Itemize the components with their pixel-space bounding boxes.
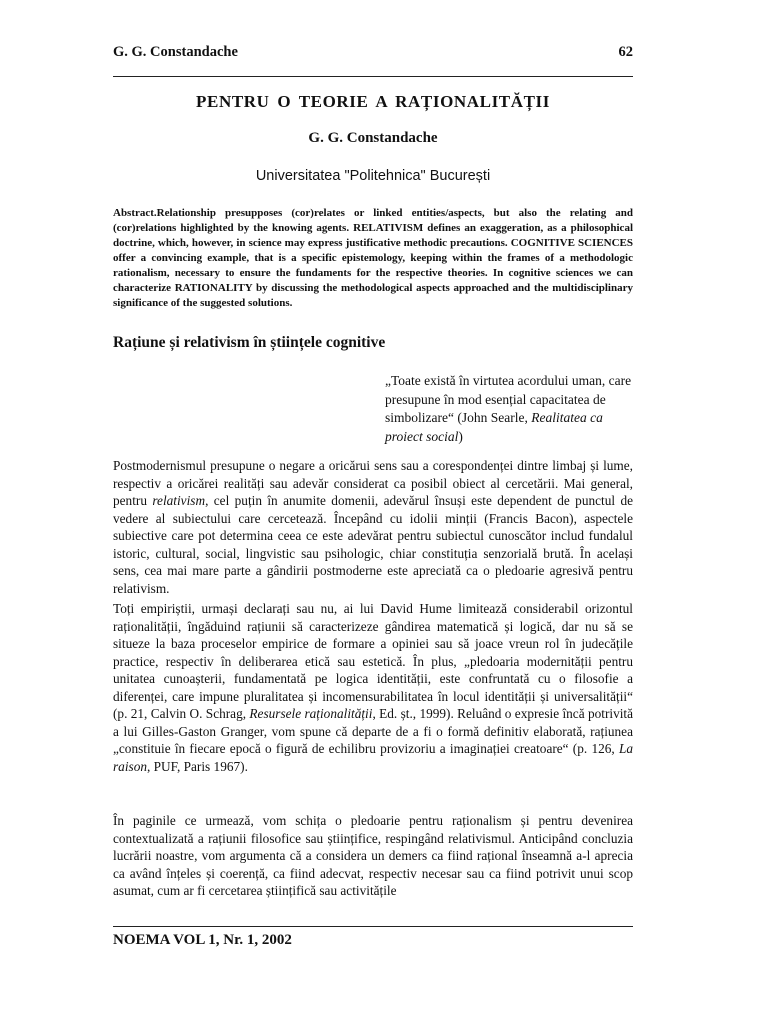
abstract: Abstract.Relationship presupposes (cor)relates or linked entities/aspects, but also the relating and (cor)relations highlighted by the knowing agents. RELATIVISM defines an exaggeration, as a philosophical doctrine, which, however, in science may express justificative methodic precautions. COGNITIVE SCIENCES offer a convincing example, that is a specific epistemology, keeping within the frames of a methodologic rationalism, necessary to ensure the fundaments for the respective theories. In cognitive sciences we can characterize RATIONALITY by discussing the methodological aspects approached and the multidisciplinary significance of the suggested solutions. (113, 207, 633, 309)
epigraph-source: Realitatea ca proiect social (385, 410, 603, 444)
paragraph-2-italic-1: Resursele raționalității (249, 706, 373, 721)
paragraph-2-text-a: Toți empiriștii, urmași declarați sau nu, ai lui David Hume limitează considerabil orizontul raționalității, îngăduind rațiunii să caracterizeze gândirea matematică și logică, dar nu să se situeze la baza proceselor empirice de formare a opiniei sau să joace vreun rol în judecățile practice, respectiv în deliberarea etică sau estetică. În plus, „pledoaria modernității pentru unitatea cunoașterii, fundamentată pe logica identității, este confruntată cu o filosofie a diferenței, care impune pluralitatea și incomensurabilitatea în locul identității și universalității“ (p. 21, Calvin O. Schrag, (113, 601, 633, 721)
epigraph-attribution-close: ) (458, 428, 463, 444)
paragraph-1-text-b: , cel puțin în anumite domenii, adevărul însuși este dependent de punctul de vedere al subiectului care cercetează. Începând cu idolii minții (Francis Bacon), aspectele subiective care pot determina ceea ce este adevărat pentru subiectul cunoscător includ fundalul istoric, cultural, social, lingvistic sau psihologic, chiar constituția senzorială brută. În același sens, cea mai mare parte a gândirii postmoderne este apreciată ca o pledoarie agresivă pentru relativism. (113, 493, 633, 596)
article-title: PENTRU O TEORIE A RAȚIONALITĂȚII (196, 92, 550, 111)
paragraph-3 (113, 812, 633, 900)
epigraph-attribution-open: (John Searle, (457, 410, 532, 425)
paragraph-1 (113, 457, 633, 597)
document-page (113, 0, 633, 1024)
article-author: G. G. Constandache (308, 130, 438, 146)
paragraph-3-text: În paginile ce urmează, vom schița o pledoarie pentru raționalism și pentru devenirea contextualizată a rațiunii filosofice sau științifice, respingând relativismul. Anticipând concluzia lucrării noastre, vom argumenta că a considera un demers ca fiind rațional înseamnă a-l aprecia ca având înțeles și coerență, ca fiind adecvat, respectiv necesar sau ca fiind potrivit unui scop asumat, cum ar fi cercetarea științifică sau activitățile (113, 813, 633, 898)
paragraph-1-text-a: Postmodernismul presupune o negare a oricărui sens sau a corespondenței dintre limbaj și lume, respectiv a oricărei realități sau adevăr considerat ca posibil obiect al cercetării. Mai general, pentru (113, 458, 633, 508)
paragraph-1-italic: relativism (152, 493, 206, 508)
journal-footer: NOEMA VOL 1, Nr. 1, 2002 (113, 932, 292, 948)
section-heading: Rațiune și relativism în științele cognitive (113, 334, 386, 351)
paragraph-2 (113, 600, 633, 775)
running-header-author: G. G. Constandache (113, 44, 238, 60)
epigraph-quote: „Toate există în virtutea acordului uman, care presupune în mod esențial capacitatea de simbolizare“ (385, 373, 632, 425)
page-number: 62 (618, 44, 633, 60)
author-affiliation: Universitatea "Politehnica" București (255, 168, 491, 184)
paragraph-2-italic-2: La raison (113, 741, 633, 774)
footer-rule (113, 926, 633, 927)
epigraph (385, 372, 633, 446)
paragraph-2-text-c: , PUF, Paris 1967). (147, 758, 248, 774)
header-rule (113, 76, 633, 77)
paragraph-2-text-b: , Ed. șt., 1999). Reluând o expresie încă potrivită a lui Gilles-Gaston Granger, vom spune că departe de a fi o formă definitiv elaborată, rațiunea „constituie în fiecare epocă o figură de echilibru provizoriu a imaginației creatoare“ (p. 126, (113, 706, 634, 756)
